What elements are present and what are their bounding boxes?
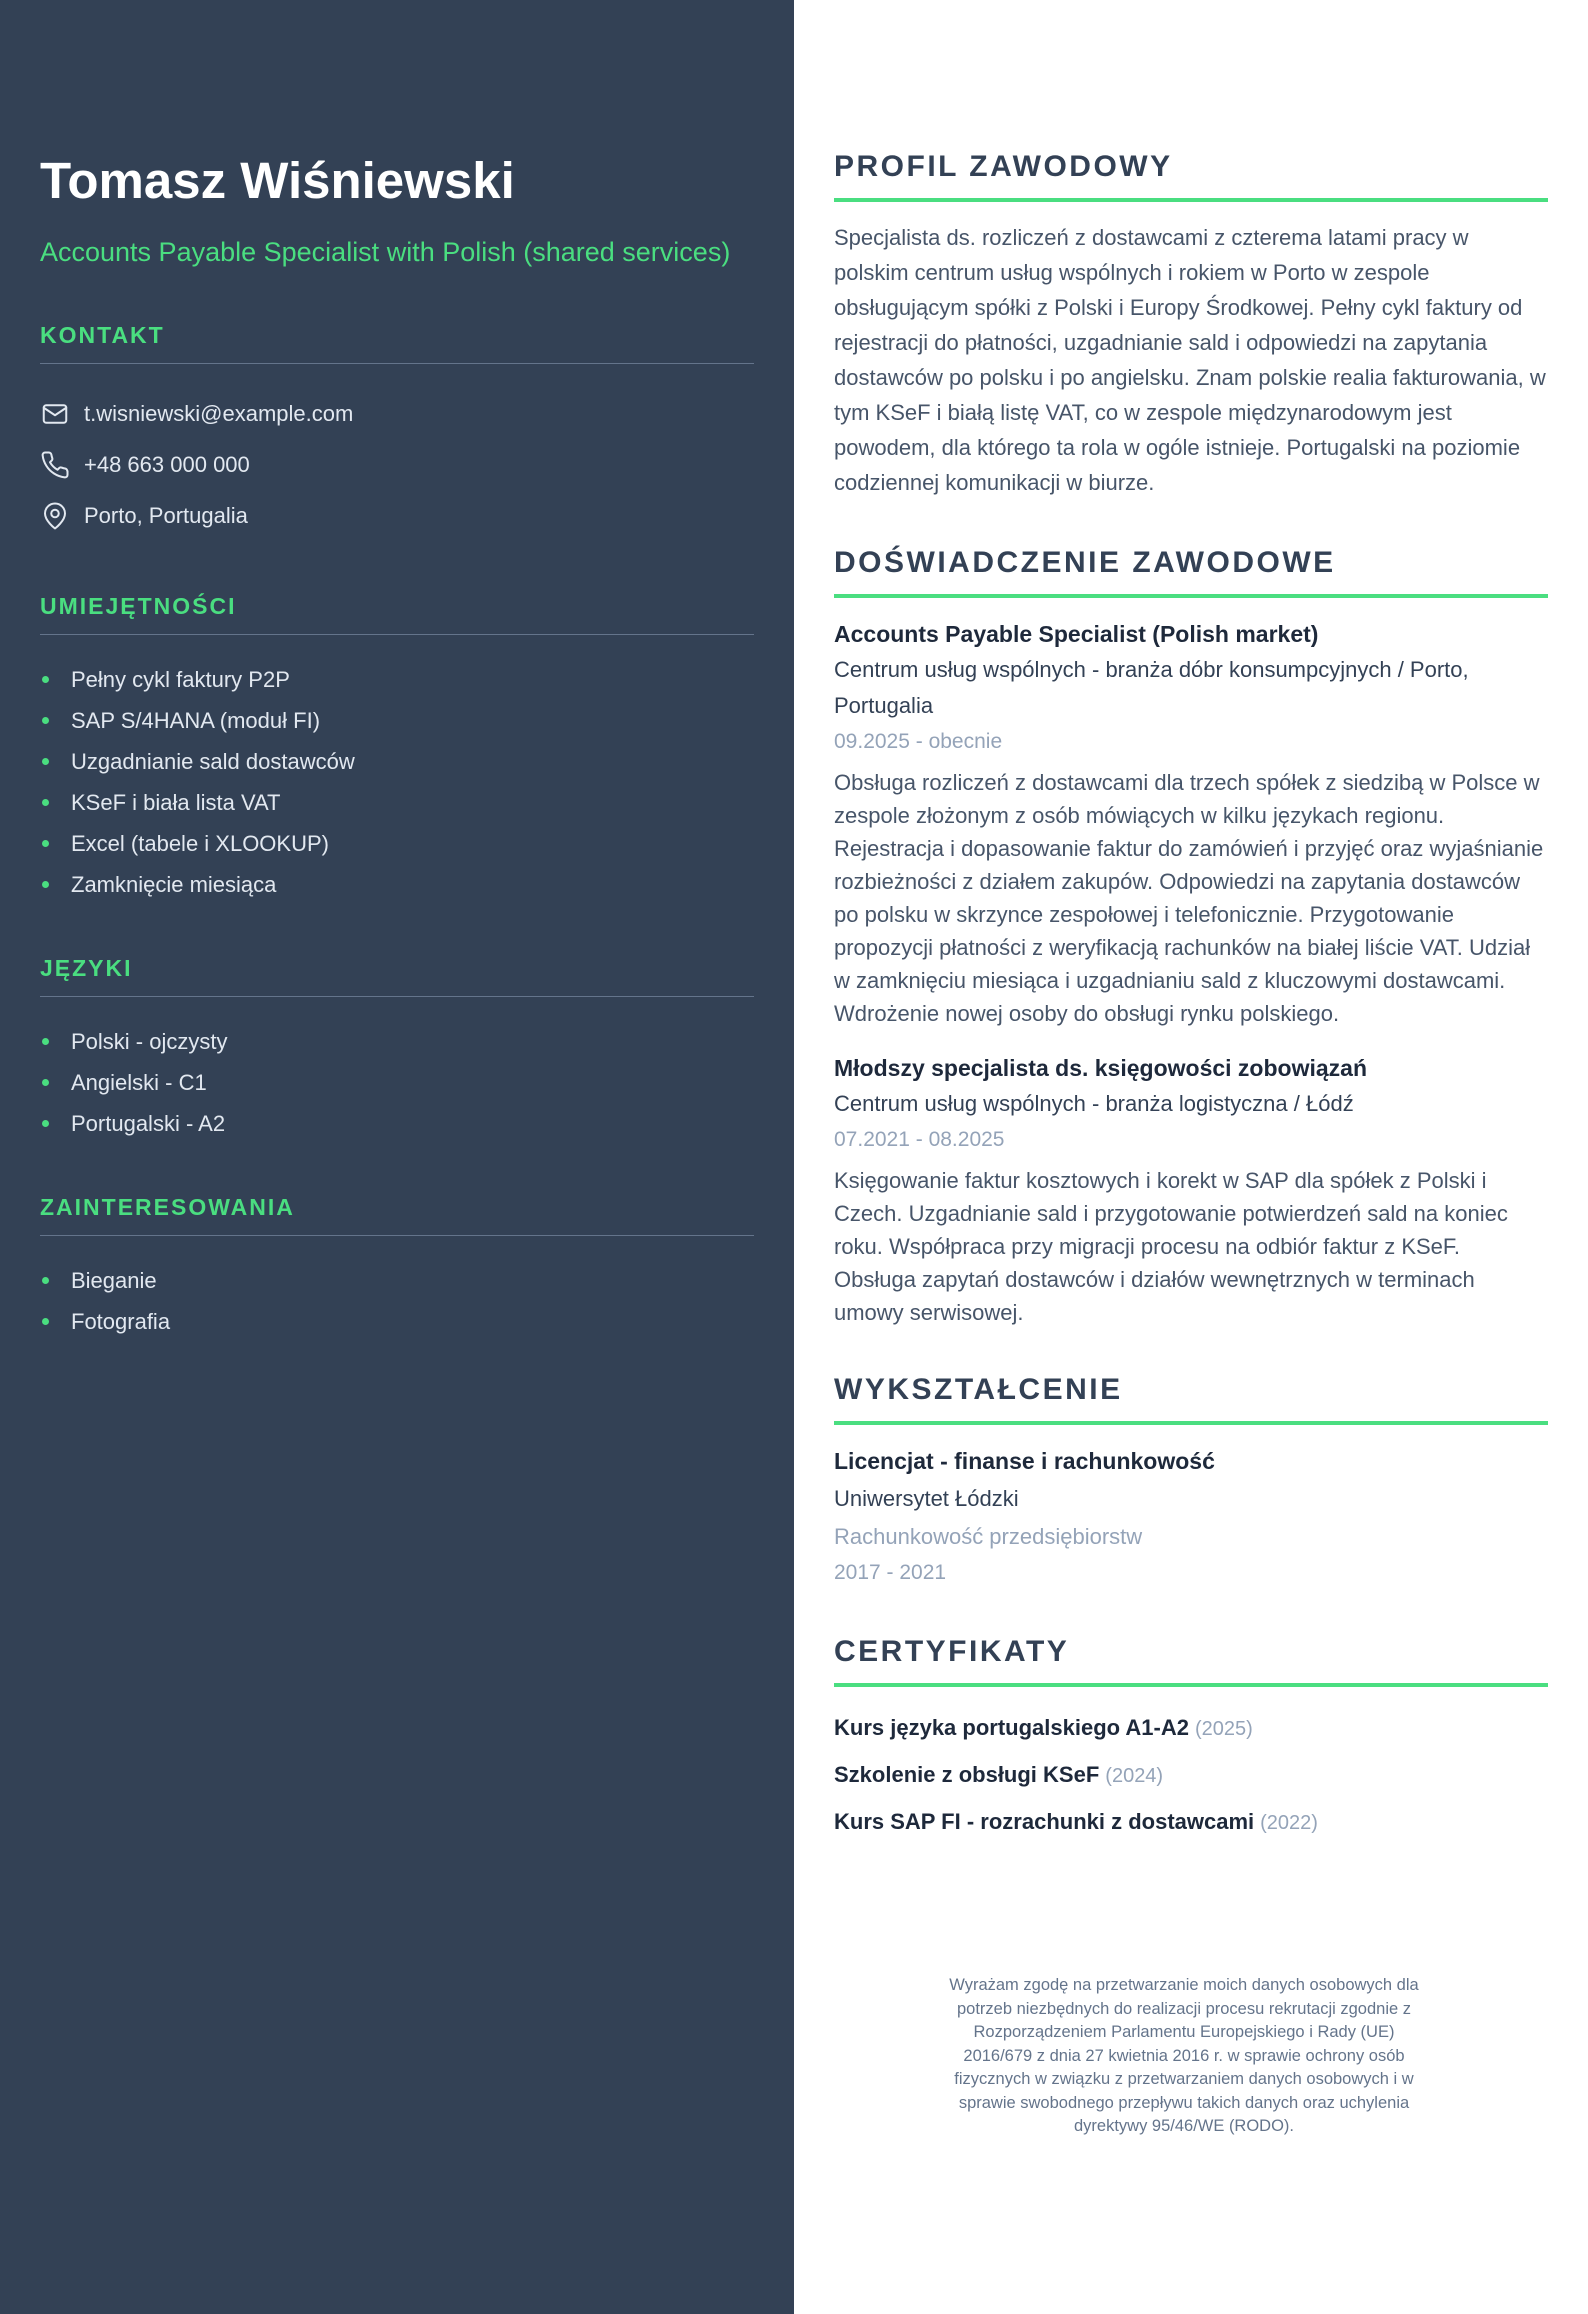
experience-heading: DOŚWIADCZENIE ZAWODOWE: [834, 546, 1548, 598]
skills-heading: UMIEJĘTNOŚCI: [40, 593, 754, 635]
map-pin-icon: [40, 501, 70, 531]
list-item: Bieganie: [40, 1260, 754, 1301]
job-title: Młodszy specjalista ds. księgowości zobowiązań: [834, 1055, 1367, 1081]
skills-list: [40, 659, 754, 905]
bullet-icon: [42, 799, 49, 806]
list-item: Polski - ojczysty: [40, 1021, 754, 1062]
job-description: Obsługa rozliczeń z dostawcami dla trzech spółek z siedzibą w Polsce w zespole złożonym z osób mówiących w kilku językach regionu. Rejestracja i dopasowanie faktur do zamówień i przyjęć oraz wyjaśnianie rozbieżności z działem zakupów. Odpowiedzi na zapytania dostawców po polsku w skrzynce zespołowej i telefonicznie. Przygotowanie propozycji płatności z weryfikacją rachunków na białej liście VAT. Udział w zamknięciu miesiąca i uzgadnianiu sald z kluczowymi dostawcami. Wdrożenie nowej osoby do obsługi rynku polskiego.: [834, 770, 1544, 1026]
certificates-list: [834, 1705, 1548, 1846]
bullet-icon: [42, 1277, 49, 1284]
list-item: Excel (tabele i XLOOKUP): [40, 823, 754, 864]
education-years: 2017 - 2021: [834, 1561, 947, 1584]
list-item: KSeF i biała lista VAT: [40, 782, 754, 823]
list-item: Pełny cykl faktury P2P: [40, 659, 754, 700]
interests-heading: ZAINTERESOWANIA: [40, 1194, 754, 1236]
gdpr-consent: Wyrażam zgodę na przetwarzanie moich danych osobowych dla potrzeb niezbędnych do realizacji procesu rekrutacji zgodnie z Rozporządzeniem Parlamentu Europejskiego i Rady (UE) 2016/679 z dnia 27 kwietnia 2016 r. w sprawie ochrony osób fizycznych w związku z przetwarzaniem danych osobowych i w sprawie swobodnego przepływu takich danych oraz uchylenia dyrektywy 95/46/WE (RODO).: [949, 1976, 1419, 2135]
school: Uniwersytet Łódzki: [834, 1486, 1019, 1511]
bullet-icon: [42, 1038, 49, 1045]
contact-email[interactable]: [40, 388, 754, 439]
education-entry: [834, 1443, 1548, 1591]
profile-text: Specjalista ds. rozliczeń z dostawcami z czterema latami pracy w polskim centrum usług wspólnych i rokiem w Porto w zespole obsługującym spółki z Polski i Europy Środkowej. Pełny cykl faktury od rejestracji do płatności, uzgadnianie sald i odpowiedzi na zapytania dostawców po polsku i po angielsku. Znam polskie realia fakturowania, w tym KSeF i białą listę VAT, co w zespole międzynarodowym jest powodem, dla którego ta rola w ogóle istnieje. Portugalski na poziomie codziennej komunikacji w biurze.: [834, 225, 1546, 495]
job-entry: [834, 1050, 1548, 1329]
job-dates: 09.2025 - obecnie: [834, 730, 1003, 753]
contact-location: [40, 490, 754, 541]
list-item: [834, 1705, 1548, 1752]
location-text: Porto, Portugalia: [84, 502, 248, 528]
candidate-name: Tomasz Wiśniewski: [40, 152, 515, 209]
job-company: Centrum usług wspólnych - branża dóbr konsumpcyjnych / Porto, Portugalia: [834, 657, 1469, 718]
degree: Licencjat - finanse i rachunkowość: [834, 1448, 1215, 1474]
bullet-icon: [42, 758, 49, 765]
bullet-icon: [42, 881, 49, 888]
list-item: [834, 1752, 1548, 1799]
main-content: [794, 0, 1588, 2314]
bullet-icon: [42, 1120, 49, 1127]
certificate-name: Kurs języka portugalskiego A1-A2: [834, 1715, 1189, 1740]
certificate-name: Szkolenie z obsługi KSeF: [834, 1762, 1100, 1787]
email-text: t.wisniewski@example.com: [84, 400, 354, 426]
mail-icon: [40, 399, 70, 429]
job-entry: [834, 616, 1548, 1030]
job-company: Centrum usług wspólnych - branża logistyczna / Łódź: [834, 1091, 1354, 1116]
profile-heading: PROFIL ZAWODOWY: [834, 150, 1548, 202]
bullet-icon: [42, 840, 49, 847]
bullet-icon: [42, 1079, 49, 1086]
job-title: Accounts Payable Specialist (Polish market): [834, 621, 1319, 647]
certificates-heading: CERTYFIKATY: [834, 1635, 1548, 1687]
languages-list: [40, 1021, 754, 1144]
phone-icon: [40, 450, 70, 480]
certificate-year: (2022): [1260, 1812, 1318, 1834]
bullet-icon: [42, 1318, 49, 1325]
certificate-name: Kurs SAP FI - rozrachunki z dostawcami: [834, 1809, 1255, 1834]
education-heading: WYKSZTAŁCENIE: [834, 1373, 1548, 1425]
certificate-year: (2025): [1194, 1718, 1253, 1740]
contact-heading: KONTAKT: [40, 322, 754, 364]
bullet-icon: [42, 676, 49, 683]
list-item: Zamknięcie miesiąca: [40, 864, 754, 905]
list-item: Portugalski - A2: [40, 1103, 754, 1144]
interests-list: [40, 1260, 754, 1342]
contact-list: [40, 388, 754, 541]
job-description: Księgowanie faktur kosztowych i korekt w SAP dla spółek z Polski i Czech. Uzgadnianie sald i przygotowanie potwierdzeń sald na koniec roku. Współpraca przy migracji procesu na odbiór faktur z KSeF. Obsługa zapytań dostawców i działów wewnętrznych w terminach umowy serwisowej.: [834, 1168, 1508, 1325]
contact-phone[interactable]: [40, 439, 754, 490]
list-item: SAP S/4HANA (moduł FI): [40, 700, 754, 741]
candidate-title: Accounts Payable Specialist with Polish (shared services): [40, 237, 731, 268]
phone-text: +48 663 000 000: [84, 451, 250, 477]
list-item: Fotografia: [40, 1301, 754, 1342]
list-item: Uzgadnianie sald dostawców: [40, 741, 754, 782]
list-item: [834, 1799, 1548, 1846]
languages-heading: JĘZYKI: [40, 955, 754, 997]
bullet-icon: [42, 717, 49, 724]
certificate-year: (2024): [1105, 1765, 1164, 1787]
list-item: Angielski - C1: [40, 1062, 754, 1103]
job-dates: 07.2021 - 08.2025: [834, 1128, 1005, 1151]
specialization: Rachunkowość przedsiębiorstw: [834, 1524, 1143, 1549]
